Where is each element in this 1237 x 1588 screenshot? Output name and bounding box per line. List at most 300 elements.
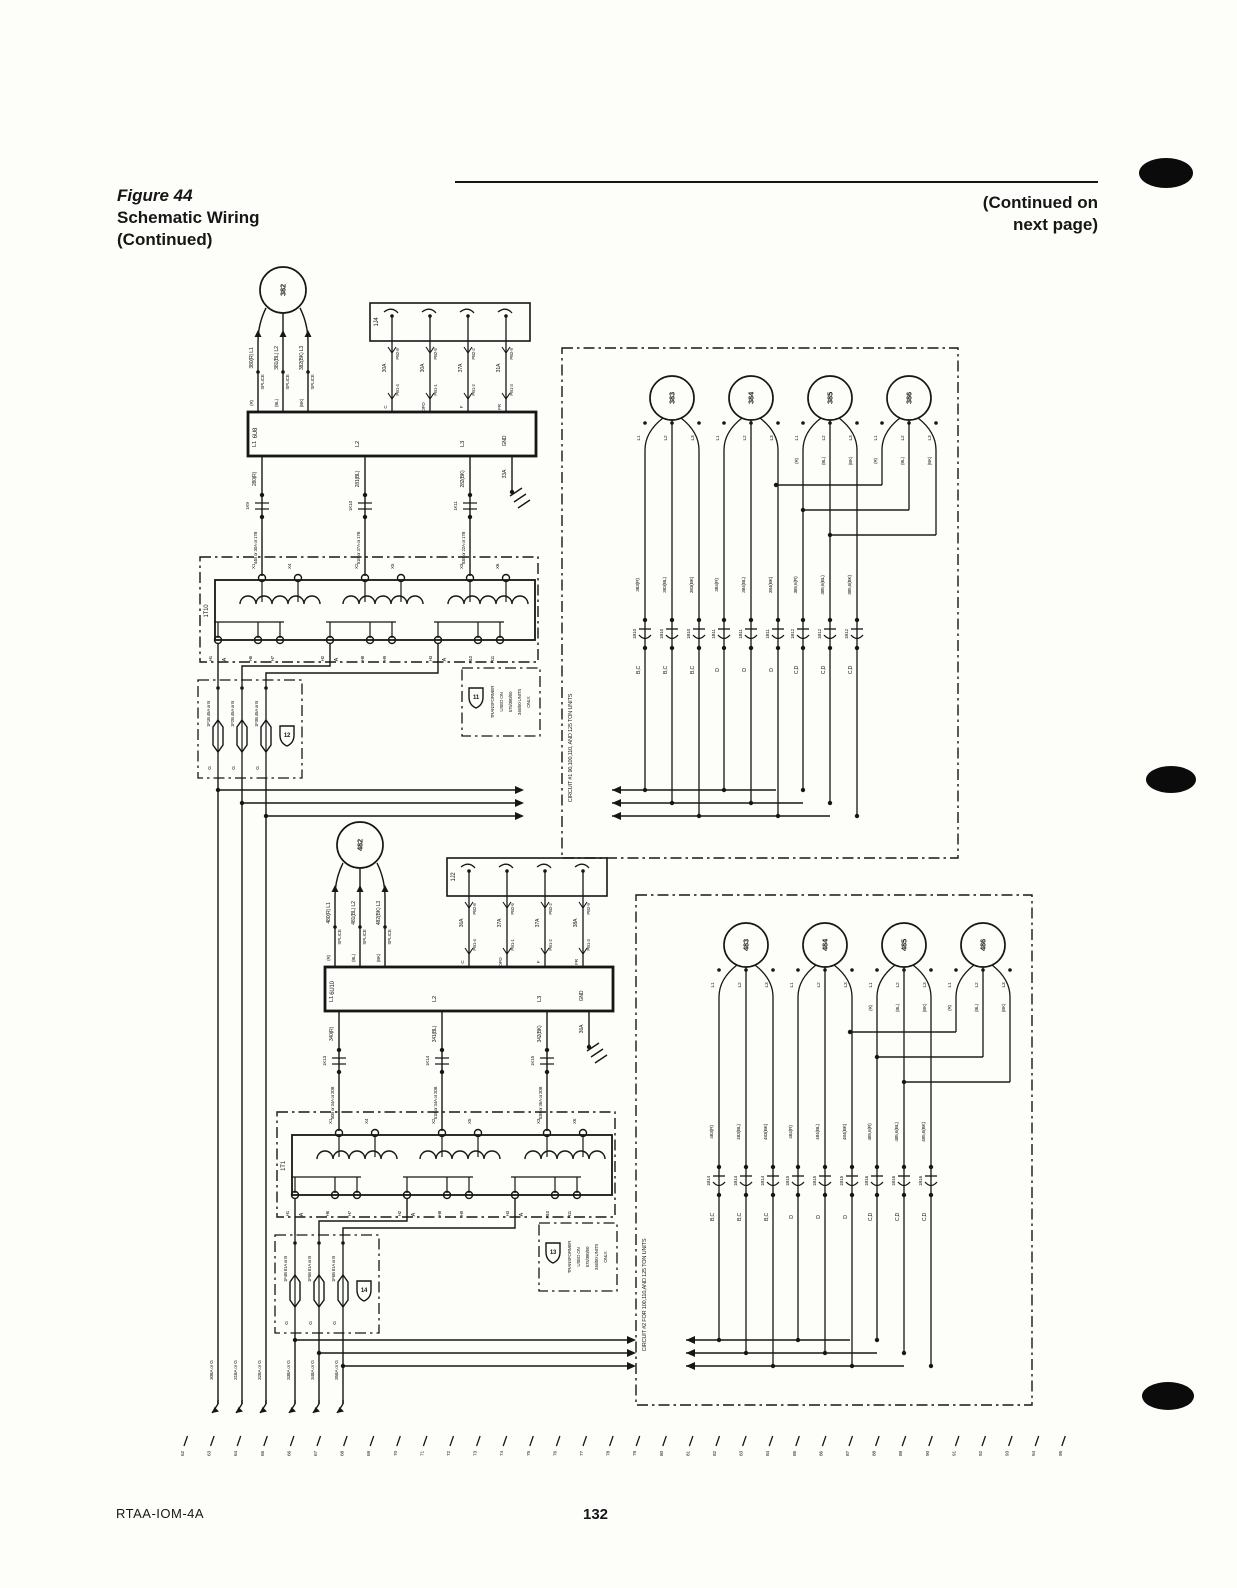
transformer-terminal-label: H7 bbox=[270, 656, 275, 662]
ground-wire-label: 36A bbox=[579, 1024, 585, 1034]
phase-letter-label: B,C bbox=[636, 665, 642, 675]
junction-dot bbox=[260, 515, 264, 519]
compressor-wire-label: 385,6(BK) bbox=[848, 575, 853, 595]
wire-segment bbox=[724, 418, 742, 450]
wire-segment bbox=[760, 418, 778, 450]
bus-entry-label: OFD bbox=[498, 957, 503, 967]
scale-tick bbox=[769, 1436, 773, 1446]
splice-dot bbox=[306, 370, 310, 374]
junction-dot bbox=[670, 421, 674, 425]
scale-tick bbox=[982, 1436, 986, 1446]
junction-dot bbox=[363, 493, 367, 497]
lead-label: L1 bbox=[637, 435, 642, 441]
feeder-fuse-id: 1K9 bbox=[245, 502, 250, 510]
transformer-dashed-box bbox=[200, 557, 538, 662]
scale-number-label: 89 bbox=[899, 1451, 905, 1456]
tap-marker-label: A bbox=[222, 658, 228, 662]
junction-dot bbox=[848, 1030, 852, 1034]
plug-pin-label: PB1-3 bbox=[586, 939, 591, 951]
note-shield-number: 13 bbox=[549, 1250, 557, 1256]
motor-lead-wire-label: 481(BL) L2 bbox=[351, 901, 357, 925]
note-text-line: ONLY. bbox=[603, 1251, 608, 1263]
lead-color-label: (BL) bbox=[351, 954, 356, 962]
lead-label: L3 bbox=[849, 435, 854, 441]
feeder-rating-label: 51B or 34A or 20B bbox=[433, 1086, 438, 1120]
junction-dot bbox=[771, 968, 775, 972]
arrow-right-icon bbox=[627, 1362, 636, 1370]
lead-label: L1 bbox=[874, 435, 879, 441]
exit-wire-label: 358A or G bbox=[335, 1360, 340, 1380]
compressor-wire-label: 484(BL) bbox=[816, 1124, 821, 1140]
fuse-g-label: G bbox=[208, 766, 213, 770]
circuit-caption: CIRCUIT #1 90,100,110, AND 125 TON UNITS bbox=[568, 693, 574, 803]
lead-color-label: (R) bbox=[868, 1005, 873, 1011]
arrow-up-icon bbox=[280, 330, 287, 337]
transformer-terminal-label: X3 bbox=[459, 563, 464, 569]
continued-on-line: (Continued on bbox=[982, 193, 1098, 212]
lead-label: L3 bbox=[770, 435, 775, 441]
plug-block-id: 1J2 bbox=[451, 872, 457, 882]
scale-number-label: 83 bbox=[739, 1451, 745, 1456]
phase-letter-label: C,D bbox=[868, 1212, 874, 1222]
scale-tick bbox=[556, 1436, 560, 1446]
figure-title: Schematic Wiring bbox=[117, 208, 260, 227]
feeder-fuse-id: 1K14 bbox=[425, 1056, 430, 1066]
splice-dot bbox=[256, 370, 260, 374]
arrow-right-icon bbox=[627, 1336, 636, 1344]
junction-dot bbox=[828, 801, 832, 805]
lead-label: L3 bbox=[928, 435, 933, 441]
phase-letter-label: B,C bbox=[710, 1212, 716, 1222]
scale-tick bbox=[902, 1436, 906, 1446]
junction-dot bbox=[468, 515, 472, 519]
junction-dot bbox=[796, 968, 800, 972]
phase-letter-label: D bbox=[789, 1215, 795, 1219]
circuit-dashed-box bbox=[562, 348, 958, 858]
junction-dot bbox=[337, 1048, 341, 1052]
compressor-wire-label: 384(R) bbox=[715, 578, 720, 592]
note-text-line: ONLY. bbox=[526, 696, 531, 708]
motor-number-label: 485 bbox=[899, 939, 909, 951]
phase-letter-label: D bbox=[816, 1215, 822, 1219]
splice-label: SPLICE bbox=[362, 929, 367, 945]
motor-number-label: 483 bbox=[741, 939, 751, 951]
scale-number-label: 63 bbox=[207, 1451, 213, 1456]
junction-dot bbox=[697, 421, 701, 425]
junction-dot bbox=[823, 968, 827, 972]
tap-marker-label: A bbox=[411, 1213, 417, 1217]
lead-color-label: (BK) bbox=[927, 456, 932, 466]
arrow-left-icon bbox=[612, 799, 621, 807]
motor-number-label: 386 bbox=[904, 392, 914, 404]
lead-label: L3 bbox=[765, 982, 770, 988]
scale-number-label: 93 bbox=[1005, 1451, 1011, 1456]
plug-pin-label: PB2-5 bbox=[510, 903, 515, 915]
lead-label: L1 bbox=[790, 982, 795, 988]
scale-tick bbox=[1062, 1436, 1066, 1446]
scale-number-label: 76 bbox=[553, 1451, 559, 1456]
coil-winding bbox=[343, 596, 423, 604]
note-shield-number: 12 bbox=[283, 733, 291, 739]
lead-label: L1 bbox=[711, 982, 716, 988]
lead-label: L2 bbox=[738, 982, 743, 988]
plug-pin-label: PB2-9 bbox=[509, 348, 514, 360]
feeder-rating-label: 44B or 30A or 17B bbox=[253, 531, 258, 565]
junction-dot bbox=[880, 421, 884, 425]
lead-label: L1 bbox=[948, 982, 953, 988]
exit-wire-label: 328A or G bbox=[258, 1360, 263, 1380]
junction-dot bbox=[902, 968, 906, 972]
plug-contact-icon bbox=[537, 864, 551, 868]
bus-entry-label: C bbox=[460, 960, 465, 964]
scale-number-label: 65 bbox=[260, 1451, 266, 1456]
terminal-id-label: 1B11 bbox=[738, 629, 743, 639]
tap-marker-label: A bbox=[299, 1213, 305, 1217]
feeder-wire-label: 340(R) bbox=[329, 1026, 335, 1042]
phase-letter-label: C,D bbox=[848, 665, 854, 675]
compressor-wire-label: 484(BK) bbox=[843, 1123, 848, 1141]
lead-color-label: (BK) bbox=[1001, 1003, 1006, 1013]
plug-contact-icon bbox=[422, 309, 436, 313]
transformer-terminal-label: H1 bbox=[285, 1211, 290, 1217]
feeder-wire-label: 280(R) bbox=[252, 471, 258, 487]
junction-dot bbox=[337, 1070, 341, 1074]
transformer-terminal-label: X2 bbox=[431, 1118, 436, 1124]
note-shield-number: 11 bbox=[473, 695, 479, 701]
transformer-terminal-label: H10 bbox=[545, 1211, 550, 1219]
arrow-right-icon bbox=[515, 799, 524, 807]
fuse-g-label: G bbox=[309, 1321, 314, 1325]
plug-amp-label: 37A bbox=[535, 918, 541, 928]
scale-tick bbox=[1009, 1436, 1013, 1446]
transformer-terminal-label: H9 bbox=[459, 1211, 464, 1217]
splice-dot bbox=[281, 370, 285, 374]
ground-wire-label: 33A bbox=[502, 469, 508, 479]
note-text-line: TRANSFORMER bbox=[567, 1240, 572, 1274]
note-text-line: 575/380/50 bbox=[508, 691, 513, 713]
circuit-caption: CIRCUIT #2 FOR 100,110,AND 125 TON UNITS bbox=[642, 1238, 648, 1352]
wire-segment bbox=[839, 418, 857, 450]
bus-terminal-label: L1 bbox=[252, 440, 258, 448]
scale-tick bbox=[743, 1436, 747, 1446]
scale-tick bbox=[1035, 1436, 1039, 1446]
scale-number-label: 95 bbox=[1058, 1451, 1064, 1456]
junction-dot bbox=[545, 1070, 549, 1074]
plug-block-id: 1J4 bbox=[374, 317, 380, 327]
plug-amp-label: 31A bbox=[496, 363, 502, 373]
fuse-label: 1F2B 45A or B bbox=[230, 701, 235, 727]
scale-tick bbox=[397, 1436, 401, 1446]
lead-label: L3 bbox=[691, 435, 696, 441]
scale-number-label: 73 bbox=[473, 1451, 479, 1456]
transformer-terminal-label: X4 bbox=[364, 1118, 369, 1124]
scale-tick bbox=[822, 1436, 826, 1446]
terminal-id-label: 1B14 bbox=[760, 1176, 765, 1186]
lead-color-label: (BL) bbox=[974, 1004, 979, 1012]
plug-pin-label: PB2-5 bbox=[433, 348, 438, 360]
motor-number-label: 486 bbox=[978, 939, 988, 951]
phase-letter-label: B,C bbox=[737, 1212, 743, 1222]
note-text-line: USED ON bbox=[576, 1247, 581, 1267]
scale-tick bbox=[450, 1436, 454, 1446]
scale-tick bbox=[264, 1436, 268, 1446]
lead-label: L2 bbox=[896, 982, 901, 988]
plug-pin-label: PB1-2 bbox=[471, 384, 476, 396]
terminal-id-label: 1B12 bbox=[790, 629, 795, 639]
scale-number-label: 78 bbox=[606, 1451, 612, 1456]
junction-dot bbox=[363, 515, 367, 519]
scale-tick bbox=[423, 1436, 427, 1446]
transformer-terminal-label: X3 bbox=[536, 1118, 541, 1124]
plug-amp-label: 37A bbox=[458, 363, 464, 373]
tap-marker-label: A bbox=[442, 658, 448, 662]
scale-tick bbox=[583, 1436, 587, 1446]
terminal-id-label: 1B15 bbox=[812, 1176, 817, 1186]
scale-tick bbox=[317, 1436, 321, 1446]
bus-entry-label: OFD bbox=[421, 402, 426, 412]
scale-number-label: 92 bbox=[979, 1451, 984, 1456]
splice-label: SPLICE bbox=[260, 374, 265, 390]
junction-dot bbox=[440, 1048, 444, 1052]
compressor-wire-label: 483(R) bbox=[710, 1125, 715, 1139]
scale-number-label: 68 bbox=[340, 1451, 346, 1456]
junction-dot bbox=[929, 968, 933, 972]
plug-amp-label: 30A bbox=[420, 363, 426, 373]
lead-label: L1 bbox=[716, 435, 721, 441]
bus-terminal-label: L3 bbox=[537, 995, 543, 1003]
plug-amp-label: 38A bbox=[573, 918, 579, 928]
junction-dot bbox=[875, 968, 879, 972]
terminal-id-label: 1B16 bbox=[891, 1176, 896, 1186]
splice-dot bbox=[333, 925, 337, 929]
scale-number-label: 67 bbox=[314, 1451, 319, 1456]
fuse-g-label: G bbox=[333, 1321, 338, 1325]
junction-dot bbox=[855, 814, 859, 818]
compressor-wire-label: 383(BL) bbox=[663, 577, 668, 593]
wire-segment bbox=[992, 965, 1010, 997]
scale-number-label: 88 bbox=[872, 1451, 878, 1456]
arrow-left-icon bbox=[686, 1362, 695, 1370]
plug-pin-label: PB1-1 bbox=[433, 384, 438, 396]
plug-contact-icon bbox=[498, 309, 512, 313]
wire-segment bbox=[719, 965, 737, 997]
scale-number-label: 77 bbox=[580, 1451, 585, 1456]
terminal-id-label: 1B11 bbox=[711, 629, 716, 639]
wire-segment bbox=[798, 965, 816, 997]
arrow-left-icon bbox=[686, 1349, 695, 1357]
transformer-terminal-label: H8 bbox=[360, 656, 365, 662]
bus-id-label: 6U8 bbox=[253, 427, 259, 439]
junction-dot bbox=[934, 421, 938, 425]
wire-segment bbox=[258, 308, 266, 412]
terminal-id-label: 1B12 bbox=[844, 629, 849, 639]
junction-dot bbox=[643, 421, 647, 425]
lead-color-label: (R) bbox=[326, 955, 331, 961]
plug-pin-label: PB2-8 bbox=[472, 903, 477, 915]
lead-color-label: (R) bbox=[794, 458, 799, 464]
feeder-fuse-id: 1K15 bbox=[530, 1056, 535, 1066]
splice-label: SPLICE bbox=[337, 929, 342, 945]
wire-segment bbox=[681, 418, 699, 450]
phase-letter-label: B,C bbox=[764, 1212, 770, 1222]
arrow-up-icon bbox=[255, 330, 262, 337]
lead-label: L1 bbox=[795, 435, 800, 441]
junction-dot bbox=[828, 421, 832, 425]
fuse-label: 1F3B 45A or B bbox=[254, 701, 259, 727]
feeder-fuse-id: 1K11 bbox=[453, 501, 458, 511]
lead-color-label: (BL) bbox=[900, 457, 905, 465]
scale-number-label: 84 bbox=[766, 1451, 772, 1456]
phase-letter-label: C,D bbox=[922, 1212, 928, 1222]
wire-segment bbox=[834, 965, 852, 997]
splice-label: SPLICE bbox=[387, 929, 392, 945]
scale-tick bbox=[344, 1436, 348, 1446]
fuse-g-label: G bbox=[232, 766, 237, 770]
coil-winding bbox=[525, 1151, 605, 1159]
compressor-wire-label: 485,6(BL) bbox=[895, 1122, 900, 1142]
motor-lead-wire-label: 381(BL) L2 bbox=[274, 346, 280, 370]
splice-label: SPLICE bbox=[310, 374, 315, 390]
phase-letter-label: C,D bbox=[821, 665, 827, 675]
bus-entry-label: F bbox=[459, 405, 464, 409]
scale-number-label: 75 bbox=[526, 1451, 532, 1456]
junction-dot bbox=[954, 968, 958, 972]
motor-number-label: 383 bbox=[667, 392, 677, 404]
junction-dot bbox=[749, 421, 753, 425]
transformer-terminal-label: H1 bbox=[208, 656, 213, 662]
bus-terminal-label: GND bbox=[502, 435, 508, 447]
wire-segment bbox=[913, 965, 931, 997]
starter-bus-block bbox=[325, 967, 613, 1011]
bus-terminal-label: L1 bbox=[329, 995, 335, 1003]
junction-dot bbox=[717, 968, 721, 972]
junction-dot bbox=[801, 788, 805, 792]
plug-pin-label: PB1-3 bbox=[509, 384, 514, 396]
coil-winding bbox=[240, 596, 320, 604]
transformer-terminal-label: H11 bbox=[567, 1211, 572, 1219]
terminal-id-label: 1B11 bbox=[765, 629, 770, 639]
motor-lead-wire-label: 380(R) L1 bbox=[249, 347, 255, 369]
compressor-wire-label: 483(BL) bbox=[737, 1124, 742, 1140]
transformer-terminal-label: H3 bbox=[428, 656, 433, 662]
junction-dot bbox=[907, 421, 911, 425]
scale-number-label: 69 bbox=[367, 1451, 373, 1456]
junction-dot bbox=[801, 508, 805, 512]
feeder-fuse-id: 1K10 bbox=[348, 501, 353, 511]
scale-tick bbox=[370, 1436, 374, 1446]
compressor-wire-label: 483(BK) bbox=[764, 1123, 769, 1141]
junction-dot bbox=[440, 1070, 444, 1074]
transformer-terminal-label: H8 bbox=[437, 1211, 442, 1217]
scale-number-label: 66 bbox=[287, 1451, 293, 1456]
junction-dot bbox=[902, 1351, 906, 1355]
scale-tick bbox=[211, 1436, 215, 1446]
page-number: 132 bbox=[583, 1506, 609, 1523]
lead-label: L2 bbox=[664, 435, 669, 441]
plug-amp-label: 36A bbox=[459, 918, 465, 928]
phase-letter-label: D bbox=[715, 668, 721, 672]
arrow-left-icon bbox=[686, 1336, 695, 1344]
scale-tick bbox=[929, 1436, 933, 1446]
note-shield-number: 14 bbox=[360, 1288, 368, 1294]
motor-number-label: 382 bbox=[278, 284, 288, 296]
transformer-terminal-label: X5 bbox=[467, 1118, 472, 1124]
transformer-terminal-label: X2 bbox=[354, 563, 359, 569]
fuse-label: 1F1B 45A or B bbox=[206, 701, 211, 727]
compressor-wire-label: 384(BL) bbox=[742, 577, 747, 593]
scale-number-label: 64 bbox=[234, 1451, 240, 1456]
bus-entry-label: F bbox=[536, 960, 541, 964]
lead-label: L3 bbox=[1002, 982, 1007, 988]
junction-dot bbox=[260, 493, 264, 497]
lead-color-label: (BL) bbox=[895, 1004, 900, 1012]
feeder-fuse-id: 1K13 bbox=[322, 1056, 327, 1066]
transformer-id-label: 1T10 bbox=[204, 604, 210, 618]
figure-continued: (Continued) bbox=[117, 230, 213, 249]
lead-color-label: (R) bbox=[947, 1005, 952, 1011]
transformer-terminal-label: H11 bbox=[490, 656, 495, 664]
scale-tick bbox=[503, 1436, 507, 1446]
note-text-line: 346/50 UNITS bbox=[517, 688, 522, 716]
plug-pin-label: PB2-8 bbox=[395, 348, 400, 360]
compressor-wire-label: 484(R) bbox=[789, 1125, 794, 1139]
scale-tick bbox=[876, 1436, 880, 1446]
wire-segment bbox=[956, 965, 974, 997]
scale-tick bbox=[716, 1436, 720, 1446]
lead-color-label: (R) bbox=[873, 458, 878, 464]
plug-pin-label: PB2-2 bbox=[471, 348, 476, 360]
transformer-terminal-label: H10 bbox=[468, 656, 473, 664]
document-code: RTAA-IOM-4A bbox=[116, 1506, 205, 1521]
scale-number-label: 71 bbox=[420, 1451, 426, 1456]
compressor-wire-label: 385,6(BL) bbox=[821, 575, 826, 595]
scale-number-label: 72 bbox=[447, 1451, 452, 1456]
lead-label: L1 bbox=[869, 982, 874, 988]
compressor-wire-label: 384(BK) bbox=[769, 576, 774, 594]
scale-tick bbox=[237, 1436, 241, 1446]
transformer-terminal-label: H3 bbox=[505, 1211, 510, 1217]
junction-dot bbox=[902, 1080, 906, 1084]
feeder-rating-label: 51B or 37A or 17B bbox=[356, 531, 361, 565]
plug-contact-icon bbox=[499, 864, 513, 868]
plug-pin-label: PB1-4 bbox=[395, 384, 400, 396]
splice-dot bbox=[383, 925, 387, 929]
junction-dot bbox=[828, 533, 832, 537]
lead-color-label: (R) bbox=[249, 400, 254, 406]
wire-segment bbox=[803, 418, 821, 450]
transformer-dashed-box bbox=[277, 1112, 615, 1217]
scale-number-label: 82 bbox=[713, 1451, 718, 1456]
lead-color-label: (BK) bbox=[848, 456, 853, 466]
feeder-wire-label: 341(BL) bbox=[432, 1025, 438, 1043]
scale-tick bbox=[477, 1436, 481, 1446]
note-text-line: TRANSFORMER bbox=[490, 685, 495, 719]
transformer-terminal-label: X4 bbox=[287, 563, 292, 569]
lead-label: L2 bbox=[975, 982, 980, 988]
plug-amp-label: 30A bbox=[382, 363, 388, 373]
transformer-body bbox=[215, 580, 535, 640]
scale-tick bbox=[689, 1436, 693, 1446]
junction-dot bbox=[744, 968, 748, 972]
bus-entry-label: C bbox=[383, 405, 388, 409]
lead-label: L2 bbox=[743, 435, 748, 441]
scale-tick bbox=[849, 1436, 853, 1446]
junction-dot bbox=[929, 1364, 933, 1368]
lead-color-label: (BK) bbox=[922, 1003, 927, 1013]
exit-wire-label: 308A or G bbox=[210, 1360, 215, 1380]
exit-wire-label: 348A or G bbox=[311, 1360, 316, 1380]
transformer-terminal-label: X5 bbox=[390, 563, 395, 569]
